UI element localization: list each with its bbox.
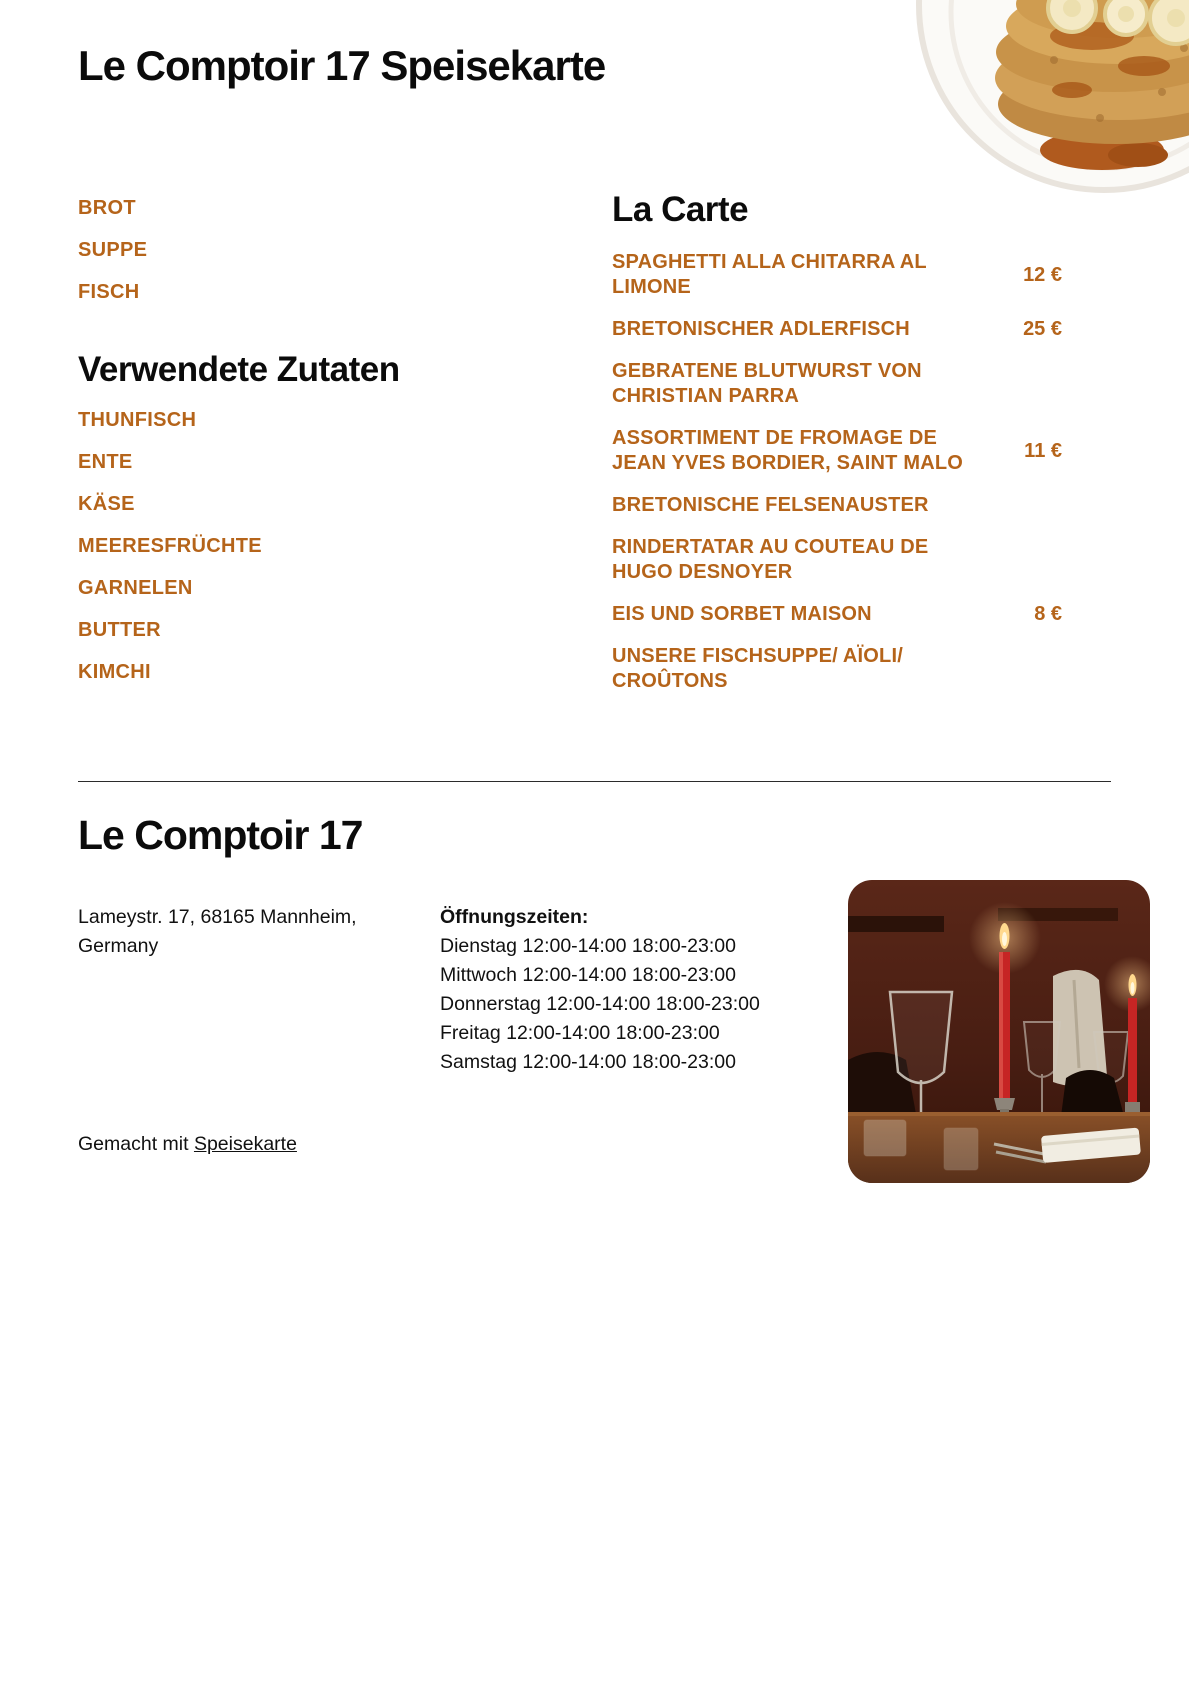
ingredients-heading: Verwendete Zutaten [78,350,400,389]
opening-hours-line: Dienstag 12:00-14:00 18:00-23:00 [440,935,736,957]
restaurant-illustration [848,880,1150,1183]
section-nav [78,198,147,324]
section-divider [78,781,1111,782]
menu-item [612,250,1062,300]
credit-line [78,1133,297,1156]
page-title: Le Comptoir 17 Speisekarte [78,42,606,89]
opening-hours-line: Freitag 12:00-14:00 18:00-23:00 [440,1022,720,1044]
pancakes-illustration [904,0,1189,195]
address-line-2: Germany [78,935,159,957]
opening-hours-heading: Öffnungszeiten: [440,906,589,928]
opening-hours [440,903,778,1077]
dish-name: EIS UND SORBET MAISON [612,603,872,625]
pancakes-photo [904,0,1189,195]
section-nav-link[interactable]: FISCH [78,281,140,303]
dish-name: BRETONISCHER ADLERFISCH [612,318,910,340]
address-line-1: Lameystr. 17, 68165 Mannheim, [78,906,357,928]
restaurant-address [78,903,423,961]
restaurant-photo [848,880,1150,1183]
menu-item [612,493,1062,518]
menu-item [612,426,1062,476]
menu-item [612,602,1062,627]
ingredient-item: BUTTER [78,619,161,641]
menu-item [612,535,1062,585]
dish-name: GEBRATENE BLUTWURST VON CHRISTIAN PARRA [612,360,922,407]
ingredient-item: ENTE [78,451,133,473]
ingredient-item: THUNFISCH [78,409,197,431]
ingredient-item: MEERESFRÜCHTE [78,535,262,557]
dish-name: SPAGHETTI ALLA CHITARRA AL LIMONE [612,251,927,298]
dish-price: 11 € [1024,439,1062,462]
section-nav-link[interactable]: SUPPE [78,239,148,261]
credit-link[interactable]: Speisekarte [193,1133,297,1155]
dish-name: ASSORTIMENT DE FROMAGE DE JEAN YVES BORDIER, SAINT MALO [612,427,964,474]
menu-heading: La Carte [612,190,749,229]
ingredient-item: GARNELEN [78,577,193,599]
dish-price: 12 € [1023,263,1062,286]
dish-price: 8 € [1034,603,1062,625]
opening-hours-line: Donnerstag 12:00-14:00 18:00-23:00 [440,993,760,1015]
menu-item [612,359,1062,409]
dish-name: RINDERTATAR AU COUTEAU DE HUGO DESNOYER [612,536,929,583]
section-nav-link[interactable]: BROT [78,197,136,219]
credit-prefix: Gemacht mit [78,1133,194,1155]
dish-price: 25 € [1023,318,1062,340]
restaurant-name: Le Comptoir 17 [78,812,363,858]
menu-list [612,250,1062,694]
dish-name: UNSERE FISCHSUPPE/ AÏOLI/ CROÛTONS [612,645,903,692]
dish-name: BRETONISCHE FELSENAUSTER [612,494,929,516]
ingredients-list [78,410,262,704]
opening-hours-line: Samstag 12:00-14:00 18:00-23:00 [440,1051,736,1073]
ingredient-item: KIMCHI [78,661,151,683]
opening-hours-line: Mittwoch 12:00-14:00 18:00-23:00 [440,964,736,986]
menu-item [612,317,1062,342]
opening-hours-list [440,932,778,1077]
ingredient-item: KÄSE [78,493,135,515]
menu-item [612,644,1062,694]
